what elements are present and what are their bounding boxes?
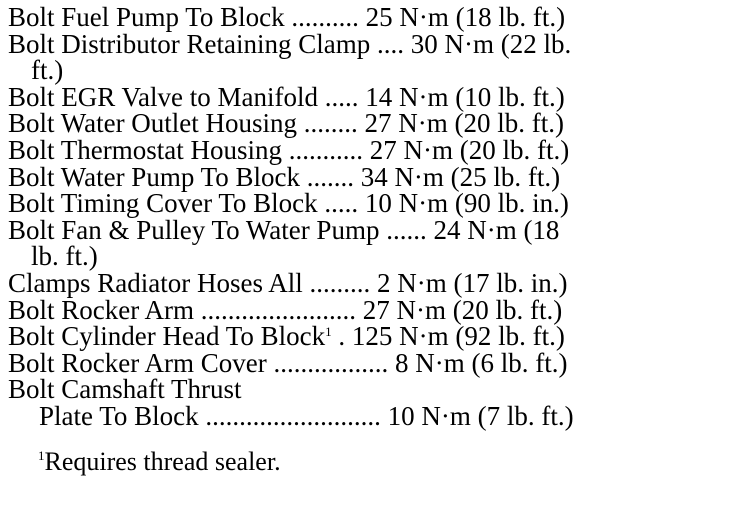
spec-line-fan-pulley-continued: lb. ft.): [31, 241, 98, 272]
spec-line-fuel-pump: Bolt Fuel Pump To Block .......... 25 N·m (18 lb. ft.): [8, 2, 566, 32]
footnote-marker: 1: [38, 447, 45, 463]
spec-line-fan-pulley: Bolt Fan & Pulley To Water Pump ...... 24 N·m (18: [8, 214, 560, 245]
footnote: [8, 446, 726, 476]
torque-spec-list: [8, 4, 726, 430]
spec-line-thermostat-housing: Bolt Thermostat Housing ........... 27 N·m (20 lb. ft.): [8, 134, 570, 165]
spec-line-camshaft-thrust-plate: Plate To Block .......................... 10 N·m (7 lb. ft.): [39, 400, 574, 431]
spec-line-cylinder-head: [8, 323, 726, 350]
spec-line-cylinder-head-value: . 125 N·m (92 lb. ft.): [338, 321, 565, 352]
spec-line-egr-valve: Bolt EGR Valve to Manifold ..... 14 N·m (10 lb. ft.): [8, 81, 565, 112]
footnote-text: Requires thread sealer.: [44, 446, 281, 476]
spec-line-rocker-arm: Bolt Rocker Arm ....................... 27 N·m (20 lb. ft.): [8, 294, 563, 325]
spec-line-camshaft-thrust: Bolt Camshaft Thrust: [8, 374, 242, 405]
spec-line-radiator-hose-clamps: Clamps Radiator Hoses All ......... 2 N·m (17 lb. in.): [8, 267, 568, 298]
spec-line-water-pump: Bolt Water Pump To Block ....... 34 N·m (25 lb. ft.): [8, 161, 561, 192]
spec-line-distributor-clamp-continued: ft.): [31, 55, 64, 86]
spec-line-distributor-clamp: Bolt Distributor Retaining Clamp .... 30 N·m (22 lb.: [8, 28, 572, 59]
spec-line-cylinder-head-item: Bolt Cylinder Head To Block: [8, 321, 326, 352]
spec-line-rocker-arm-cover: Bolt Rocker Arm Cover ................. 8 N·m (6 lb. ft.): [8, 347, 568, 378]
footnote-marker-superscript: 1: [325, 324, 332, 340]
spec-line-timing-cover: Bolt Timing Cover To Block ..... 10 N·m (90 lb. in.): [8, 188, 569, 219]
spec-line-water-outlet-housing: Bolt Water Outlet Housing ........ 27 N·m (20 lb. ft.): [8, 108, 565, 139]
